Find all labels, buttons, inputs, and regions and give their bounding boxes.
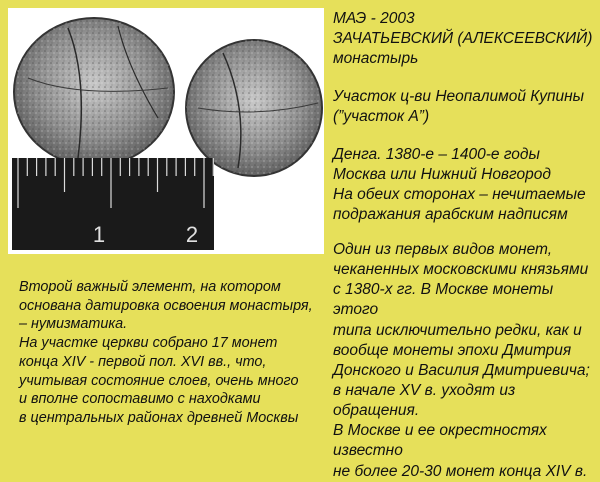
scale-ruler (12, 158, 214, 250)
numismatics-note: Второй важный элемент, на котором основана датировка освоения монастыря, – нумизматика. На участке церкви собрано 17 монет конца XIV - первой пол. XVI вв., что, учитывая состояние слоев, очень много и вполне сопоставимо с находками в центральных районах древней Москвы (19, 279, 313, 427)
area-caption: Участок ц-ви Неопалимой Купины (”участок А”) (333, 88, 585, 126)
site-header: МАЭ - 2003 ЗАЧАТЬЕВСКИЙ (АЛЕКСЕЕВСКИЙ) монастырь (333, 10, 593, 68)
ruler-label-1: 1 (92, 222, 106, 247)
coin-history: Один из первых видов монет, чеканенных московскими князьями с 1380-х гг. В Москве монеты этого типа исключительно редки, как и вообще монеты эпохи Дмитрия Донского и Василия Дмитриевича; в начале XV в. уходят из обращения. В Москве и ее окрестностях известно не более 20-30 монет конца XIV в. (333, 241, 590, 480)
ruler-label-2: 2 (185, 222, 199, 247)
ruler-ticks (12, 158, 214, 250)
coin-reverse (186, 40, 322, 176)
coin-obverse (14, 18, 174, 166)
coin-description: Денга. 1380-е – 1400-е годы Москва или Нижний Новгород На обеих сторонах – нечитаемые подражания арабским надписям (333, 146, 586, 224)
